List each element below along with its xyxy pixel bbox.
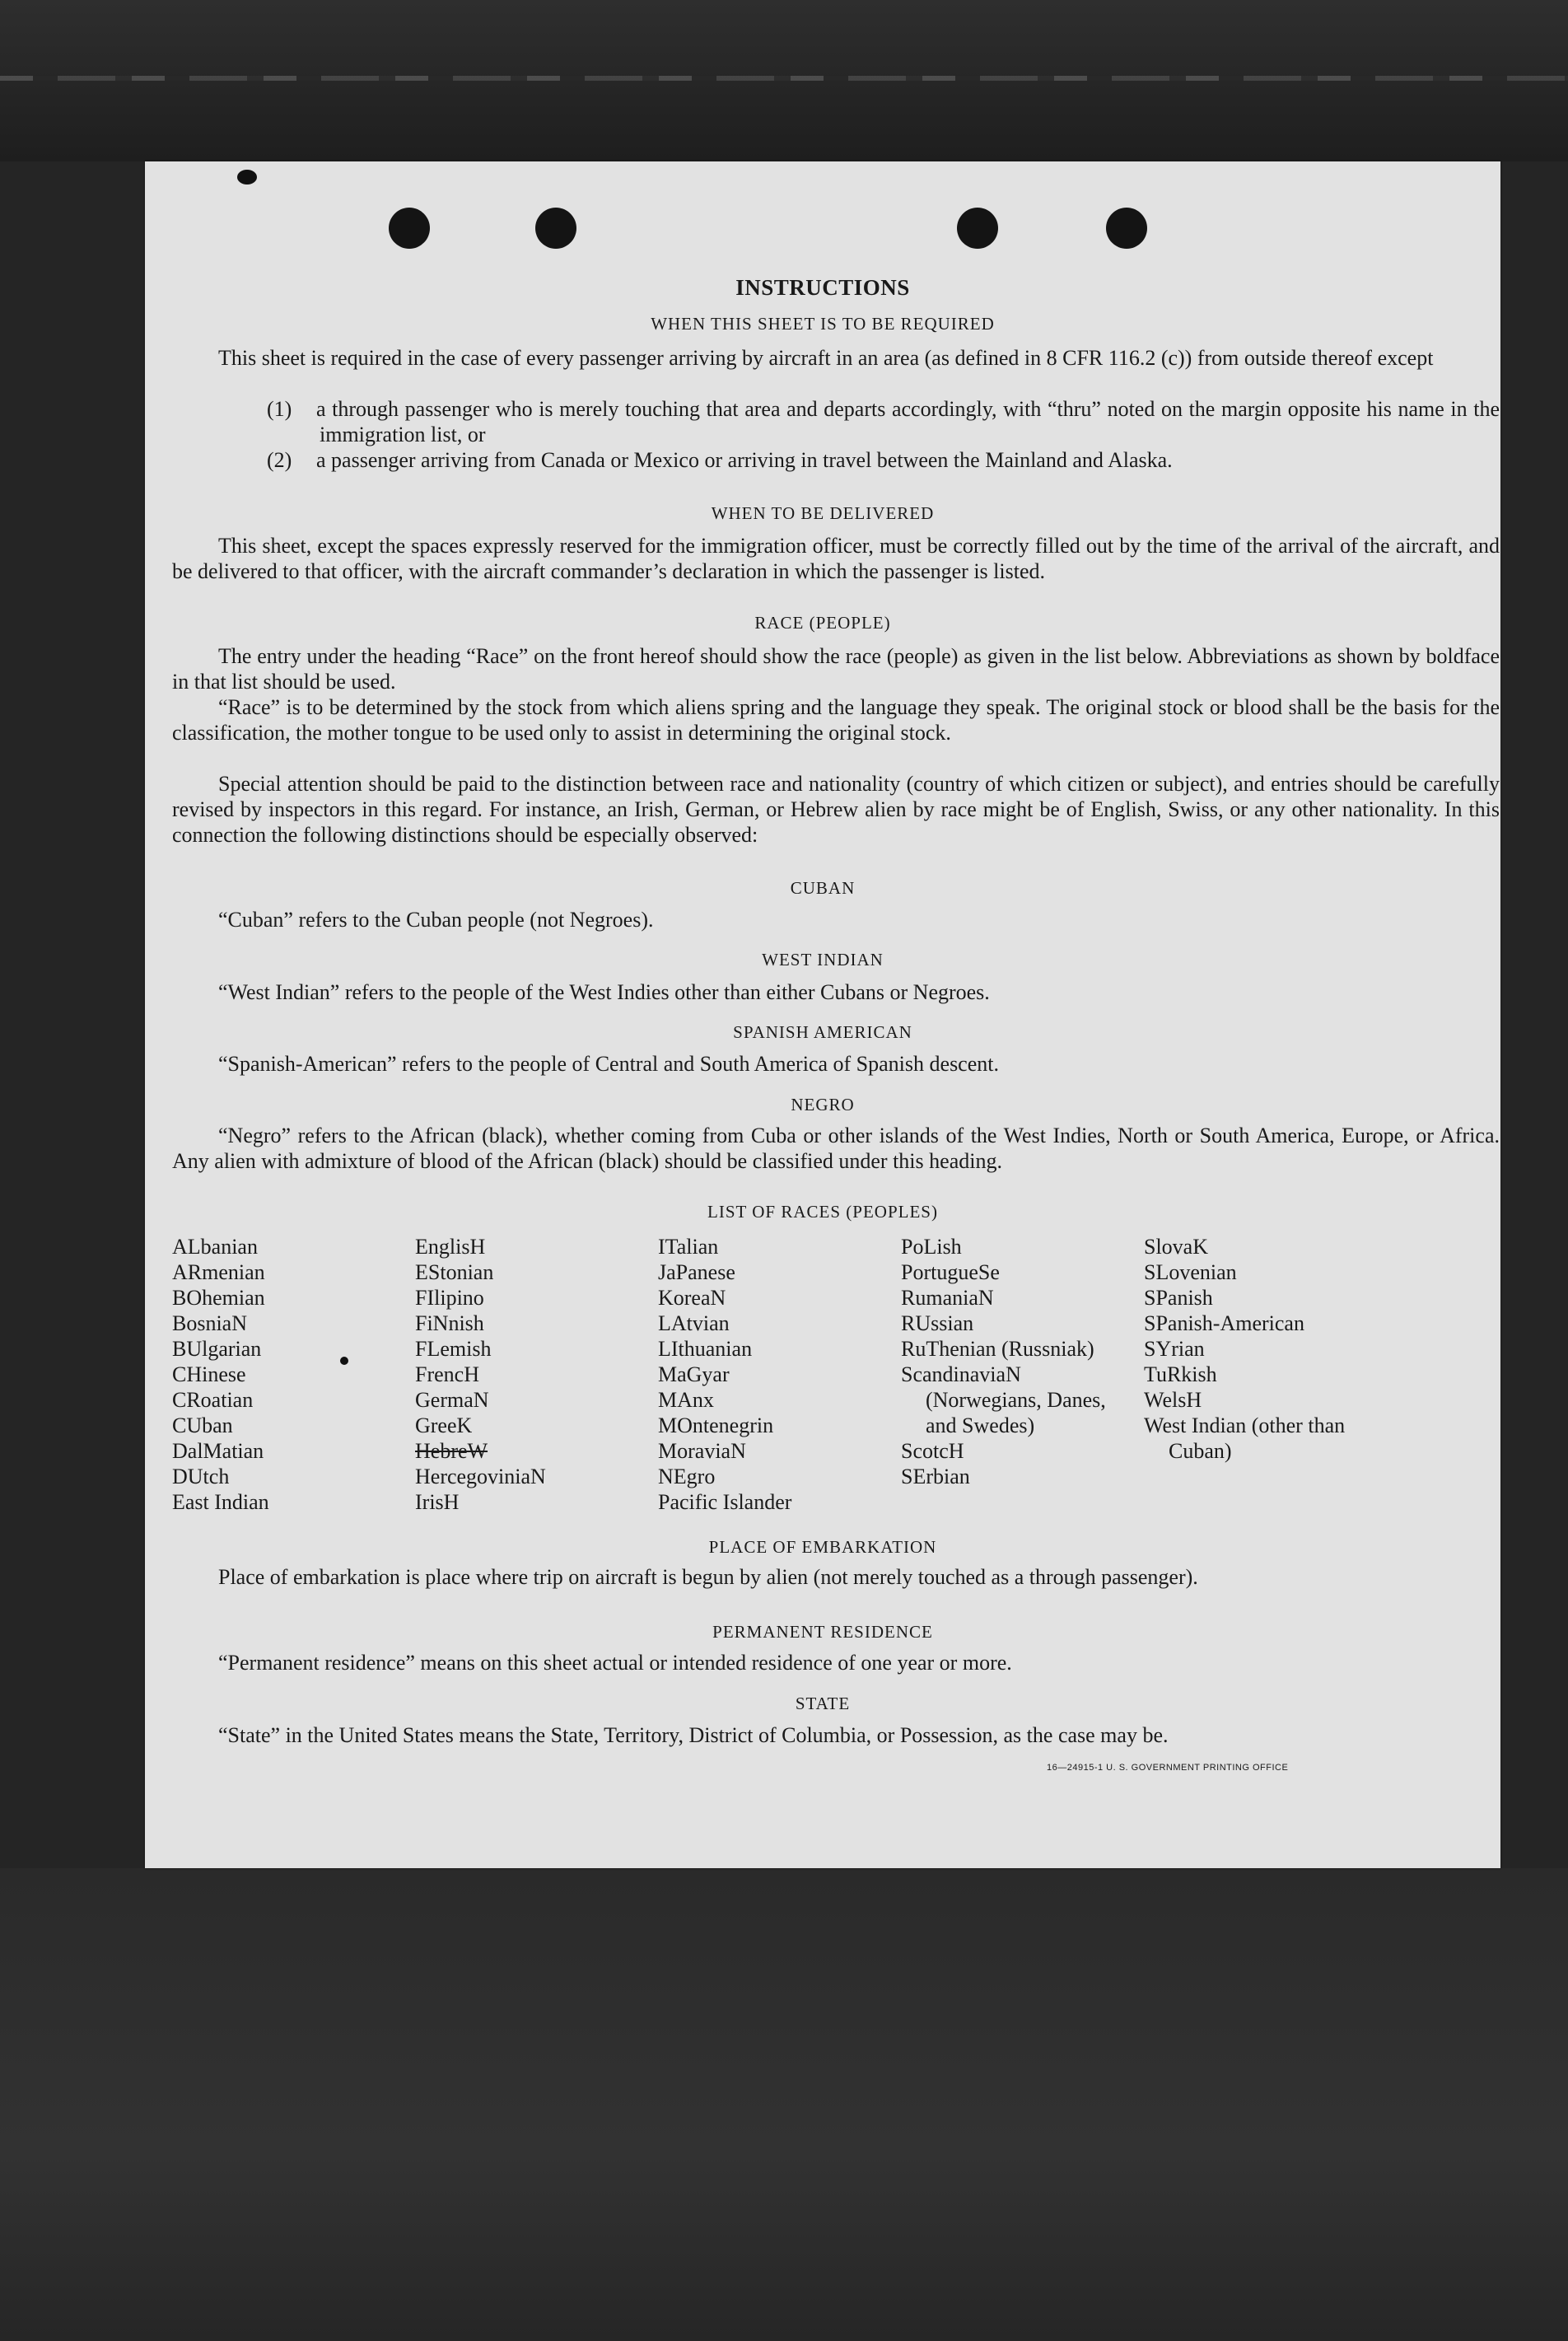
scan-background-bottom (0, 1868, 1568, 2341)
race-entry: MOntenegrin (658, 1413, 774, 1437)
race-entry: PoLish (901, 1235, 962, 1259)
race-column (172, 1234, 403, 1515)
paragraph-negro: “Negro” refers to the African (black), whether coming from Cuba or other islands of the West Indies, North or South America, Europe, or Africa. Any alien with admixture of blood of the African (black) should be classified under this heading. (172, 1124, 1500, 1173)
race-entry: RuThenian (Russniak) (901, 1337, 1094, 1361)
race-entry: FIlipino (415, 1286, 484, 1310)
punch-hole (1106, 208, 1147, 249)
race-entry: ITalian (658, 1235, 719, 1259)
race-entry: ScotcH (901, 1439, 964, 1463)
heading-spanish-american: SPANISH AMERICAN (733, 1022, 912, 1042)
paragraph-race-1: The entry under the heading “Race” on the front hereof should show the race (people) as given in the list below. Abbreviations as shown by boldface in that list should be used. (172, 644, 1500, 694)
race-entry: GreeK (415, 1413, 473, 1437)
scan-edge-strip (0, 76, 1568, 81)
race-column (901, 1234, 1119, 1489)
exception-item (267, 396, 1500, 447)
item-number: (2) (267, 448, 292, 472)
race-entry: ARmenian (172, 1260, 265, 1284)
ink-blot (237, 170, 257, 185)
paragraph-embarkation: Place of embarkation is place where trip on aircraft is begun by alien (not merely touched as a through passenger). (218, 1565, 1198, 1589)
race-entry: EStonian (415, 1260, 494, 1284)
race-entry: MaGyar (658, 1362, 730, 1386)
race-entry: LIthuanian (658, 1337, 753, 1361)
race-entry: GermaN (415, 1388, 489, 1412)
race-entry: ScandinaviaN (Norwegians, Danes, and Swedes) (901, 1362, 1106, 1437)
paragraph-required: This sheet is required in the case of every passenger arriving by aircraft in an area (as defined in 8 CFR 116.2 (c)) from outside thereof except (218, 346, 1434, 370)
paragraph-state: “State” in the United States means the State, Territory, District of Columbia, or Possession, as the case may be. (218, 1723, 1169, 1747)
race-entry: SYrian (1144, 1337, 1205, 1361)
heading-permanent-residence: PERMANENT RESIDENCE (712, 1622, 933, 1642)
race-entry: SlovaK (1144, 1235, 1208, 1259)
heading-race: RACE (PEOPLE) (754, 613, 891, 633)
race-entry: ALbanian (172, 1235, 258, 1259)
race-entry: NEgro (658, 1465, 716, 1488)
race-entry: BosniaN (172, 1311, 247, 1335)
heading-required: WHEN THIS SHEET IS TO BE REQUIRED (651, 314, 995, 334)
race-entry: BUlgarian (172, 1337, 262, 1361)
heading-negro: NEGRO (791, 1095, 855, 1114)
race-entry: CRoatian (172, 1388, 254, 1412)
page-title: INSTRUCTIONS (735, 275, 910, 300)
race-entry: EnglisH (415, 1235, 486, 1259)
race-entry: CUban (172, 1413, 233, 1437)
race-entry: MoraviaN (658, 1439, 746, 1463)
punch-hole (957, 208, 998, 249)
heading-delivered: WHEN TO BE DELIVERED (711, 503, 935, 523)
heading-list-of-races: LIST OF RACES (PEOPLES) (707, 1202, 938, 1222)
paragraph-west-indian: “West Indian” refers to the people of the West Indies other than either Cubans or Negroes. (218, 980, 990, 1004)
instruction-sheet (145, 161, 1500, 1868)
race-entry: IrisH (415, 1490, 460, 1514)
race-entry: SPanish (1144, 1286, 1213, 1310)
race-entry: RUssian (901, 1311, 974, 1335)
paragraph-delivered: This sheet, except the spaces expressly reserved for the immigration officer, must be correctly filled out by the time of the arrival of the aircraft, and be delivered to that officer, with the aircraft commander’s declaration in which the passenger is listed. (172, 534, 1500, 583)
race-entry: MAnx (658, 1388, 714, 1412)
race-entry: DUtch (172, 1465, 230, 1488)
scan-background-top (0, 0, 1568, 161)
race-entry: HebreW (415, 1439, 488, 1463)
paragraph-race-2: “Race” is to be determined by the stock from which aliens spring and the language they speak. The original stock or blood shall be the basis for the classification, the mother tongue to be used only to assist in determining the original stock. (172, 695, 1500, 745)
paragraph-cuban: “Cuban” refers to the Cuban people (not Negroes). (218, 908, 654, 932)
race-entry: RumaniaN (901, 1286, 994, 1310)
heading-west-indian: WEST INDIAN (762, 950, 884, 970)
item-number: (1) (267, 397, 292, 421)
race-entry: HercegoviniaN (415, 1465, 546, 1488)
race-entry: PortugueSe (901, 1260, 1000, 1284)
paragraph-race-3: Special attention should be paid to the distinction between race and nationality (country of which citizen or subject), and entries should be carefully revised by inspectors in this regard. For instance, an Irish, German, or Hebrew alien by race might be of English, Swiss, or any other nationality. In this connection the following distinctions should be especially observed: (172, 772, 1500, 847)
race-entry: BOhemian (172, 1286, 265, 1310)
race-column (415, 1234, 646, 1515)
race-entry: FiNnish (415, 1311, 484, 1335)
exception-item (267, 447, 1500, 473)
item-text: a through passenger who is merely touching that area and departs accordingly, with “thru” noted on the margin opposite his name in the immigration list, or (316, 397, 1500, 446)
race-entry: SLovenian (1144, 1260, 1237, 1284)
heading-cuban: CUBAN (790, 878, 856, 898)
printing-office-imprint: 16—24915-1 U. S. GOVERNMENT PRINTING OFFICE (1047, 1763, 1289, 1773)
heading-embarkation: PLACE OF EMBARKATION (708, 1537, 937, 1557)
race-entry: SPanish-American (1144, 1311, 1304, 1335)
item-text: a passenger arriving from Canada or Mexico or arriving in travel between the Mainland and Alaska. (316, 448, 1173, 472)
punch-hole (535, 208, 576, 249)
race-entry: KoreaN (658, 1286, 726, 1310)
race-entry: DalMatian (172, 1439, 264, 1463)
race-column (1144, 1234, 1366, 1464)
race-entry: JaPanese (658, 1260, 735, 1284)
race-entry: East Indian (172, 1490, 269, 1514)
paragraph-permanent-residence: “Permanent residence” means on this sheet actual or intended residence of one year or more. (218, 1651, 1012, 1675)
race-entry: LAtvian (658, 1311, 730, 1335)
race-entry: CHinese (172, 1362, 246, 1386)
race-entry: FLemish (415, 1337, 492, 1361)
race-entry: WelsH (1144, 1388, 1202, 1412)
race-entry: West Indian (other than Cuban) (1144, 1413, 1346, 1463)
race-entry: SErbian (901, 1465, 970, 1488)
race-column (658, 1234, 889, 1515)
race-entry: Pacific Islander (658, 1490, 792, 1514)
punch-hole (389, 208, 430, 249)
heading-state: STATE (795, 1694, 851, 1713)
race-entry: TuRkish (1144, 1362, 1217, 1386)
paragraph-spanish-american: “Spanish-American” refers to the people of Central and South America of Spanish descent. (218, 1052, 999, 1076)
race-entry: FrencH (415, 1362, 479, 1386)
